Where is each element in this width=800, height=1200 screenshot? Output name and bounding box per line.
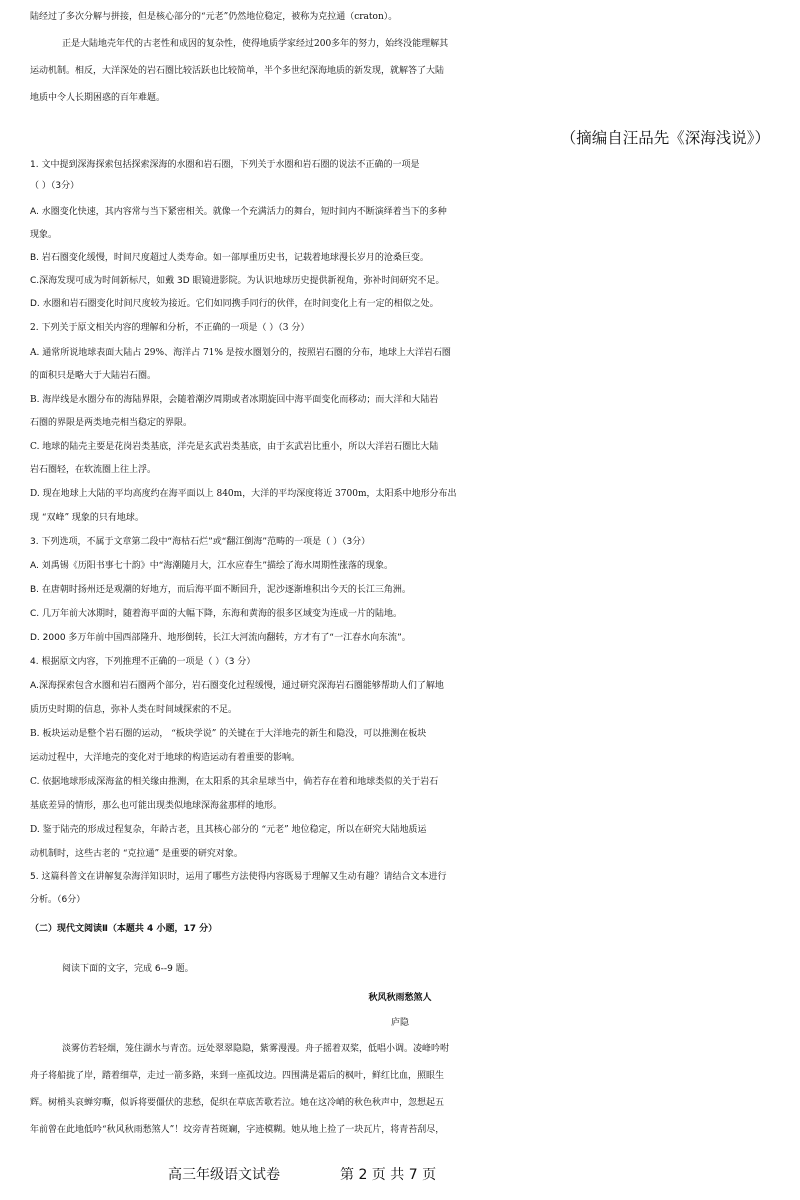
q3-stem: 3. 下列选项，不属于文章第二段中“海枯石烂”或“翻江倒海”范畴的一项是（ ）（3分） bbox=[30, 537, 371, 547]
essay-line: 辉。树梢头哀蝉穷嘶，似诉将要僵伏的悲愁，促织在草底苦歌若泣。她在这冷峭的秋色秋声中，忽想起五 bbox=[30, 1098, 445, 1108]
section-heading: （二）现代文阅读Ⅱ（本题共 4 小题，17 分） bbox=[30, 924, 218, 934]
q2-stem: 2. 下列关于原文相关内容的理解和分析，不正确的一项是（ ）（3 分） bbox=[30, 323, 310, 333]
q2-option-c: C. 地球的陆壳主要是花岗岩类基底，洋壳是玄武岩类基底，由于玄武岩比重小，所以大洋岩石圈比大陆 bbox=[30, 442, 439, 452]
q5-stem: 5. 这篇科普文在讲解复杂海洋知识时，运用了哪些方法使得内容既易于理解又生动有趣？请结合文本进行 bbox=[30, 872, 447, 882]
q4-option-b: B. 板块运动是整个岩石圈的运动， “板块学说” 的关键在于大洋地壳的新生和隐没，可以推测在板块 bbox=[30, 729, 427, 739]
passage-line: 运动机制。相反，大洋深处的岩石圈比较活跃也比较简单，半个多世纪深海地质的新发现，就解答了大陆 bbox=[30, 66, 445, 76]
q3-option-d: D. 2000 多万年前中国西部隆升、地形倒转，长江大河流向翻转，方才有了“一江春水向东流”。 bbox=[30, 633, 411, 643]
q4-option-b-cont: 运动过程中，大洋地壳的变化对于地球的构造运动有着重要的影响。 bbox=[30, 753, 301, 763]
q2-option-b: B. 海岸线是水圈分布的海陆界限，会随着潮汐周期或者冰期旋回中海平面变化而移动；而大洋和大陆岩 bbox=[30, 395, 439, 405]
q2-option-a-cont: 的面积只是略大于大陆岩石圈。 bbox=[30, 371, 157, 381]
passage-source: （摘编自汪品先《深海浅说》） bbox=[560, 129, 770, 147]
passage-line: 地质中令人长期困惑的百年难题。 bbox=[30, 93, 166, 103]
essay-title: 秋风秋雨愁煞人 bbox=[368, 993, 432, 1003]
q4-option-a: A.深海探索包含水圈和岩石圈两个部分，岩石圈变化过程缓慢，通过研究深海岩石圈能够帮助人们了解地 bbox=[30, 681, 444, 691]
footer-page-number: 第 2 页 共 7 页 bbox=[340, 1167, 437, 1183]
passage-line: 陆经过了多次分解与拼接，但是核心部分的“元老”仍然地位稳定，被称为克拉通（craton）。 bbox=[30, 12, 398, 22]
q3-option-c: C. 几万年前大冰期时，随着海平面的大幅下降，东海和黄海的很多区域变为连成一片的陆地。 bbox=[30, 609, 403, 619]
q4-option-c-cont: 基底差异的情形，那么也可能出现类似地球深海盆那样的地形。 bbox=[30, 801, 283, 811]
q2-option-b-cont: 石圈的界限是两类地壳相当稳定的界限。 bbox=[30, 418, 193, 428]
q2-option-d: D. 现在地球上大陆的平均高度约在海平面以上 840m，大洋的平均深度将近 3700m，太阳系中地形分布出 bbox=[30, 489, 457, 499]
q4-option-d: D. 鉴于陆壳的形成过程复杂，年龄古老，且其核心部分的 “元老” 地位稳定，所以在研究大陆地质运 bbox=[30, 825, 427, 835]
q3-option-a: A. 刘禹锡《历阳书事七十韵》中“海潮随月大，江水应春生”描绘了海水周期性涨落的现象。 bbox=[30, 561, 394, 571]
q3-option-b: B. 在唐朝时扬州还是观潮的好地方，而后海平面不断回升，泥沙逐渐堆积出今天的长江三角洲。 bbox=[30, 585, 411, 595]
q5-stem-cont: 分析。（6分） bbox=[30, 895, 86, 905]
footer-exam-name: 高三年级语文试卷 bbox=[168, 1167, 280, 1183]
essay-line: 年前曾在此地低吟“秋风秋雨愁煞人”！坟旁青苔斑斓，字迹模糊。她从地上捡了一块瓦片，将青苔刮尽， bbox=[30, 1125, 445, 1135]
q2-option-c-cont: 岩石圈轻，在软流圈上往上浮。 bbox=[30, 465, 157, 475]
q1-option-a-cont: 现象。 bbox=[30, 230, 58, 240]
essay-line: 淡雾仿若轻烟，笼住湖水与青峦。远处翠翠隐隐，紫雾漫漫。舟子摇着双桨，低唱小调。凌峰吟咐 bbox=[62, 1044, 450, 1054]
q2-option-d-cont: 现 “双峰” 现象的只有地球。 bbox=[30, 513, 144, 523]
q4-stem: 4. 根据原文内容，下列推理不正确的一项是（ ）（3 分） bbox=[30, 657, 256, 667]
q1-stem: 1. 文中提到深海探索包括探索深海的水圈和岩石圈，下列关于水圈和岩石圈的说法不正确的一项是 bbox=[30, 160, 420, 170]
q4-option-c: C. 依据地球形成深海盆的相关缘由推测，在太阳系的其余星球当中，倘若存在着和地球类似的关于岩石 bbox=[30, 777, 439, 787]
passage-line: 正是大陆地壳年代的古老性和成因的复杂性，使得地质学家经过200多年的努力，始终没能理解其 bbox=[62, 39, 449, 49]
q2-option-a: A. 通常所说地球表面大陆占 29%、海洋占 71% 是按水圈划分的，按照岩石圈的分布，地球上大洋岩石圈 bbox=[30, 348, 451, 358]
q4-option-d-cont: 动机制时，这些古老的 “克拉通” 是重要的研究对象。 bbox=[30, 849, 243, 859]
q1-option-a: A. 水圈变化快速，其内容常与当下紧密相关。就像一个充满活力的舞台，短时间内不断演绎着当下的多种 bbox=[30, 207, 447, 217]
q1-option-b: B. 岩石圈变化缓慢，时间尺度超过人类寿命。如一部厚重历史书，记载着地球漫长岁月的沧桑巨变。 bbox=[30, 253, 429, 263]
essay-author: 庐隐 bbox=[390, 1018, 409, 1028]
essay-line: 舟子将船拢了岸，踏着细草，走过一箭多路，来到一座孤坟边。四围满是霜后的枫叶，鲜红比血，照眼生 bbox=[30, 1071, 445, 1081]
q1-option-c: C.深海发现可成为时间新标尺，如戴 3D 眼镜进影院。为认识地球历史提供新视角，弥补时间研究不足。 bbox=[30, 276, 445, 286]
q1-answer-blank: （ ）（3分） bbox=[30, 181, 80, 191]
q1-option-d: D. 水圈和岩石圈变化时间尺度较为接近。它们如同携手同行的伙伴，在时间变化上有一定的相似之处。 bbox=[30, 299, 439, 309]
q4-option-a-cont: 质历史时期的信息，弥补人类在时间域探索的不足。 bbox=[30, 705, 238, 715]
reading-instruction: 阅读下面的文字，完成 6--9 题。 bbox=[62, 964, 194, 974]
